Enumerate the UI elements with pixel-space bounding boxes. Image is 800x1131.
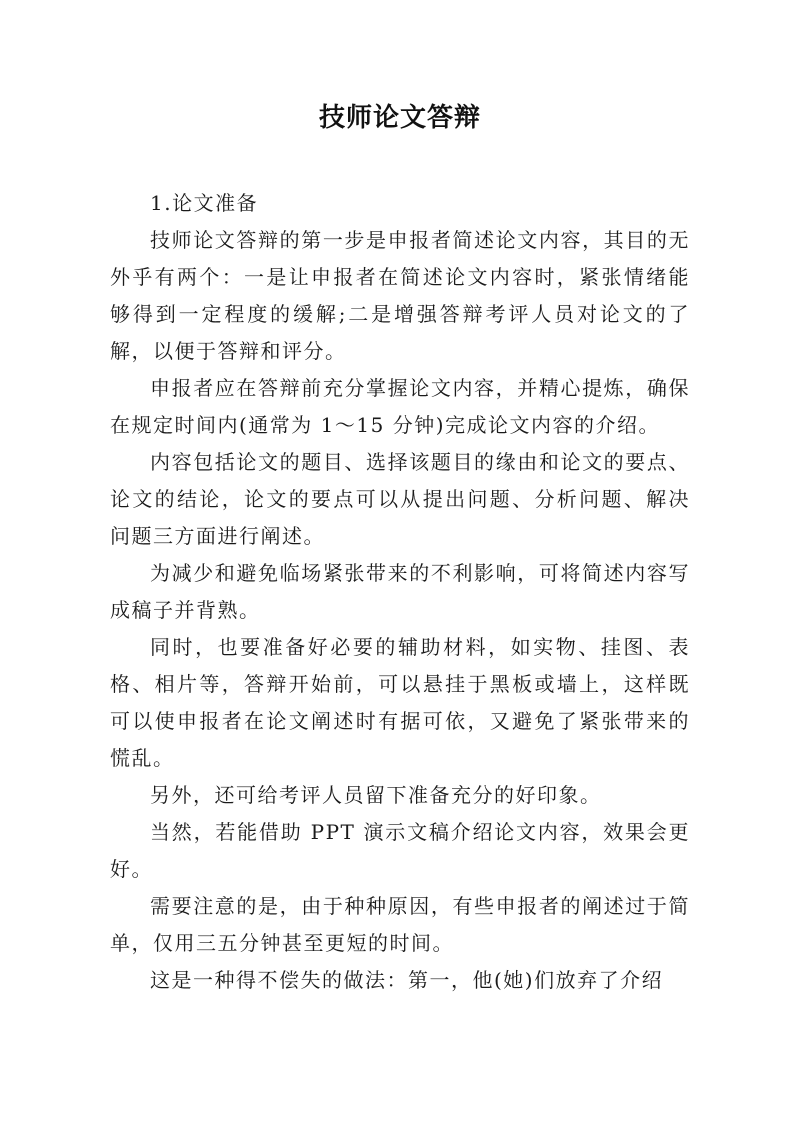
paragraph: 内容包括论文的题目、选择该题目的缘由和论文的要点、论文的结论，论文的要点可以从提出问题、分析问题、解决问题三方面进行阐述。 [110,450,690,548]
paragraph: 另外，还可给考评人员留下准备充分的好印象。 [150,783,602,807]
paragraph: 同时，也要准备好必要的辅助材料，如实物、挂图、表格、相片等，答辩开始前，可以悬挂于黑板或墙上，这样既可以使申报者在论文阐述时有据可依，又避免了紧张带来的慌乱。 [110,635,690,770]
document-body [110,185,690,999]
paragraph: 申报者应在答辩前充分掌握论文内容，并精心提炼，确保在规定时间内(通常为 1～15 分钟)完成论文内容的介绍。 [110,376,690,437]
section-heading: 1.论文准备 [150,191,259,215]
paragraph: 技师论文答辩的第一步是申报者简述论文内容，其目的无外乎有两个：一是让申报者在简述论文内容时，紧张情绪能够得到一定程度的缓解;二是增强答辩考评人员对论文的了解，以便于答辩和评分。 [110,228,690,363]
paragraph: 这是一种得不偿失的做法：第一，他(她)们放弃了介绍 [150,968,664,992]
document-title: 技师论文答辩 [318,103,481,133]
paragraph: 需要注意的是，由于种种原因，有些申报者的阐述过于简单，仅用三五分钟甚至更短的时间。 [110,894,690,955]
paragraph: 为减少和避免临场紧张带来的不利影响，可将简述内容写成稿子并背熟。 [110,561,690,622]
paragraph: 当然，若能借助 PPT 演示文稿介绍论文内容，效果会更好。 [110,820,690,881]
